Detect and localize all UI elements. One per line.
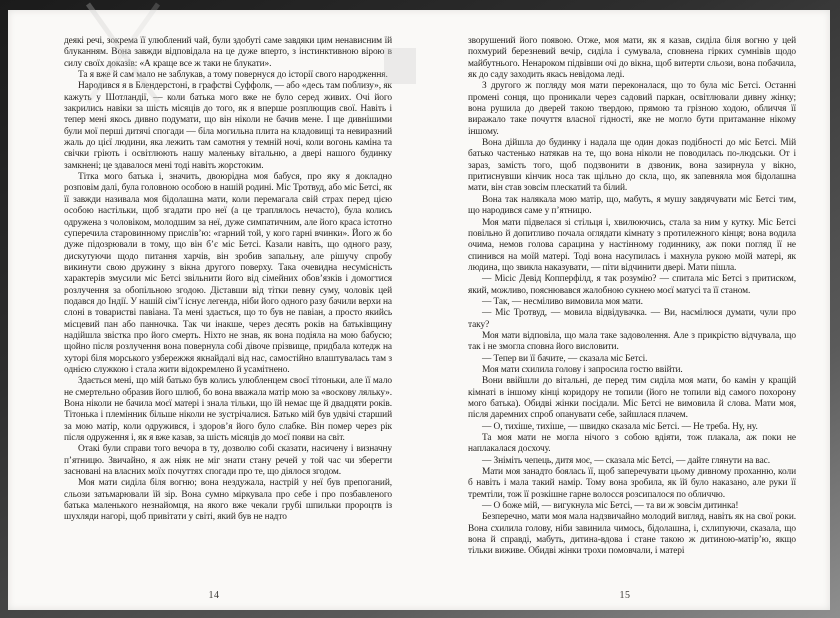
paragraph: — Зніміть чепець, дитя моє, — сказала міс Бетсі, — дайте глянути на вас. (482, 455, 770, 466)
paragraph: Здається мені, що мій батько був колись улюбленцем своєї тітоньки, але її мало не смертельно образив його шлюб, бо вона вважала матір мою за «воскову ляльку». Вона ніколи не бачила моєї матері і знала тільки, що їй немає ще й двадцяти років. Тітонька і племінник більше ніколи не зустрічалися. Батько мій був удвічі старший за мою матір, коли одружився, і здоров’я його було слабке. Він помер через рік після одруження і, як я вже казав, за шість місяців до моєї появи на світ. (64, 376, 392, 444)
paragraph: Вона дійшла до будинку і надала ще один доказ подібності до міс Бетсі. Мій батько частенько натякав на те, що вона ніколи не поводилась по-людськи. От і зараз, замість того, щоб подзвонити в дзвоник, вона зазирнула у вікно, притиснувши кінчик носа так щільно до скла, що, як запевняла моя бідолашна мати, він став зовсім плескатий та білий. (468, 138, 796, 194)
paragraph: — Міс Тротвуд, — мовила відвідувачка. — Ви, насмілюся думати, чули про таку? (468, 308, 796, 330)
paragraph: Мати моя занадто боялась її, щоб заперечувати цьому дивному проханню, коли б навіть і мала такий намір. Тому вона зробила, як їй було наказано, але руки її тремтіли, тож її розкішне гарне волосся розсипалося по обличчю. (468, 467, 796, 500)
paragraph: — О боже мій, — вигукнула міс Бетсі, — та ви ж зовсім дитинка! (482, 501, 739, 512)
paragraph: — Місіс Девід Копперфілд, я так розумію? — спитала міс Бетсі з притиском, який, можливо, пояснювався жалобною сукнею моєї матусі та її станом. (468, 274, 796, 296)
right-page-text (468, 36, 796, 581)
paragraph: Тітка мого батька і, значить, двоюрідна моя бабуся, про яку я докладно розповім далі, була головною особою в нашій родині. Міс Тротвуд, або міс Бетсі, як її завжди називала моя бідолашна мати, коли перемагала свій страх перед цією особою настільки, щоб згадати про неї (а це траплялось нечасто), була колись одружена з чоловіком, молодшим за неї, дуже симпатичним, але його краса істотно суперечила старовинному прислів’ю: «гарний той, у кого гарні вчинки». Його ж бо дуже підозрювали в тому, що він б’є міс Бетсі. Казали навіть, що одного разу, дискутуючи щодо питання харчів, він зробив запальну, але рішучу спробу викинути свою дружину з вікна другого поверху. Така очевидна несумісність характерів змусили міс Бетсі звільнити його від сімейних обов’язків і домогтися розлучення за обопільною згодою. Діставши від тітки певну суму, чоловік цей подався до Індії. У нашій сім’ї існує легенда, ніби його одного разу бачили верхи на слоні в товаристві павіана. Та мені здається, що то був не павіан, а просто якийсь місцевий пан або панночка. Так чи інакше, через десять років на батьківщину надійшла звістка про його смерть. Ніхто не знав, як вона подіяла на мою бабусю; щойно після розлучення вона повернула собі дівоче прізвище, придбала котедж на хуторі біля морського узбережжя якнайдалі від нас, самостійно влаштувалась там з однією служкою і стала жити відокремлено й усамітнено. (64, 172, 392, 375)
paragraph: зворушений його появою. Отже, моя мати, як я казав, сиділа біля вогню у цей похмурий березневий вечір, сиділа і сумувала, сповнена гірких сумнівів щодо майбутнього. Ненароком підвівши очі до вікна, щоб витерти сльози, вона побачила, як до саду заходить якась невідома леді. (468, 36, 796, 81)
paragraph: Та я вже й сам мало не заблукав, а тому повернуся до історії свого народження. (78, 70, 388, 81)
paragraph: Моя мати схилила голову і запросила гостю ввійти. (482, 364, 683, 375)
right-page-number: 15 (619, 590, 631, 601)
paragraph: — Так, — несміливо вимовила моя мати. (482, 296, 643, 307)
book-spread (8, 10, 830, 610)
paragraph: Моя мати відповіла, що мала таке задоволення. Але з прикрістю відчувала, що так і не змогла сповна його висловити. (468, 330, 796, 353)
paragraph: Народився я в Блендерстоні, в графстві Суффолк, — або «десь там поблизу», як кажуть у Шотландії, — коли батька мого вже не було серед живих. Очі його закрились навіки за шість місяців до того, як я вперше розплющив свої. Навіть і тепер мені якось дивно подумати, що він ніколи не бачив мене. І ще дивнішими були мої перші дитячі спогади — біла могильна плита на кладовищі та невиразний жаль до цієї людини, яка лежить там самотня у темній ночі, коли вогонь каміна та свічки гріють і освітлюють нашу маленьку вітальню, а двері нашого будинку замкнені; це здавалося мені тоді навіть жорстоким. (64, 81, 392, 171)
right-page (420, 10, 830, 610)
paragraph: Моя мати сиділа біля вогню; вона нездужала, настрій у неї був препоганий, сльози затьмарювали їй зір. Вона сумно міркувала про себе і про позбавленого батька маленького незнайомця, на якого вже чекали грубі шпильки пророцтв із шухляди нагорі, щоб привітати у світі, який був не надто (64, 478, 392, 523)
paragraph: З другого ж погляду моя мати переконалася, що то була міс Бетсі. Останні промені сонця, що проникали через садовий паркан, освітлювали дивну жінку; вона рушила до дверей такою твердою, прямою та грізною ходою, обличчя її виражало таке почуття власної гідності, яке не могло бути притаманне нікому іншому. (468, 81, 796, 137)
left-page-number: 14 (208, 590, 220, 601)
paragraph: Вона так налякала мою матір, що, мабуть, я мушу завдячувати міс Бетсі тим, що народився саме у п’ятницю. (468, 194, 796, 217)
left-page-text (64, 36, 392, 581)
paragraph: Отакі були справи того вечора в ту, дозволю собі сказати, насичену і визначну п’ятницю. Звичайно, я аж ніяк не міг знати стану речей у той час чи зберегти засновані на власних моїх почуттях спогади про те, що діялося згодом. (64, 444, 392, 478)
paragraph: Та моя мати не могла нічого з собою вдіяти, тож плакала, аж поки не наплакалася досхочу. (468, 433, 796, 455)
left-page (8, 10, 420, 610)
paragraph: деякі речі, зокрема її улюблений чай, були здобуті саме завдяки цим ненависним їй блуканням. Вона завжди відповідала на це дуже вперто, з інстинктивною вірою в силу своїх доказів: «А краще все ж таки не блукати». (64, 36, 392, 69)
paragraph: — О, тихіше, тихіше, — швидко сказала міс Бетсі. — Не треба. Ну, ну. (482, 421, 758, 432)
paragraph: Вони ввійшли до вітальні, де перед тим сиділа моя мати, бо камін у кращій кімнаті в іншому кінці коридору не топили (його не топили від самого похорону мого батька). Обидві жінки посідали. Міс Бетсі не вимовила й слова. Мати моя, після даремних спроб опанувати себе, зайшлася плачем. (468, 376, 796, 421)
paragraph: — Тепер ви її бачите, — сказала міс Бетсі. (482, 353, 648, 364)
paragraph: Безперечно, мати моя мала надзвичайно молодий вигляд, навіть як на свої роки. Вона схилила голову, ніби завинила чимось, бідолашна, і, схлипуючи, сказала, що вона й справді, мабуть, дитина-вдова і стане такою ж дитиною-матір’ю, якщо тільки виживе. Обидві жінки трохи помовчали, і матері (468, 512, 796, 557)
paragraph: Моя мати підвелася зі стільця і, хвилюючись, стала за ним у кутку. Міс Бетсі повільно й допитливо почала оглядати кімнату з протилежного кінця; вона водила очима, немов голова сарацина у настінному годиннику, аж поки погляд її не спинився на моїй матері. Тоді вона насупилась і махнула рукою моїй матері, як людина, що звикла наказувати, — піти відчинити двері. Мати пішла. (468, 217, 796, 273)
